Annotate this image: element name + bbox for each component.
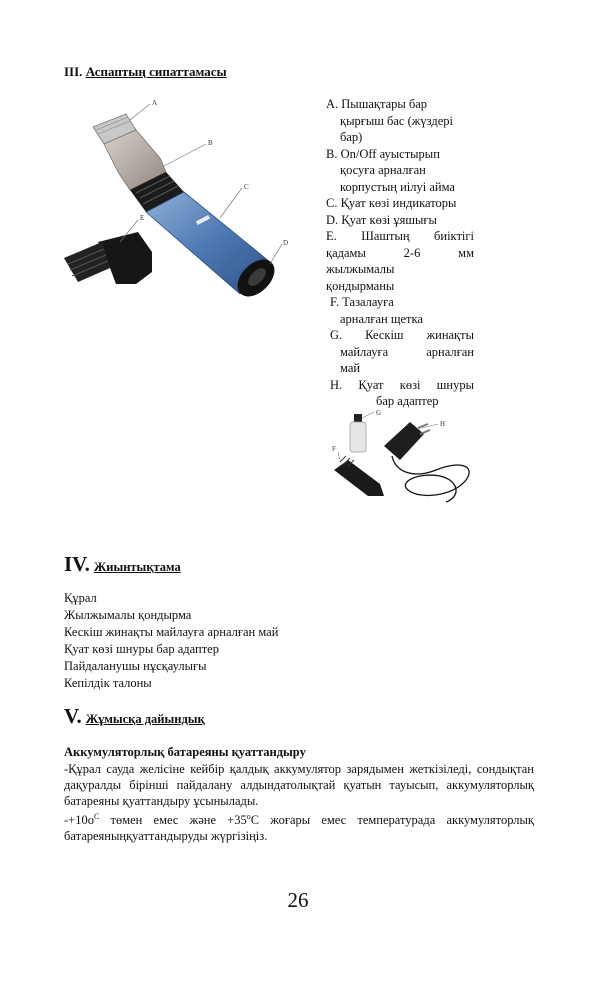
section-3-heading (64, 64, 227, 80)
callout-a: A (152, 99, 158, 107)
battery-paragraph-1: -Құрал сауда желісіне кейбір қалдық аккумулятор зарядымен жеткізіледі, сондықтан дақуралды бірінші пайдалану алдындатолықтай қуатын тауысып, аккумуляторлық батареяны қуаттандыру ұсынылады. (64, 762, 534, 808)
callout-b: B (208, 139, 213, 147)
part-f-line1: F. Тазалауға (330, 295, 394, 309)
part-g-line1: G. Кескіш жинақты (330, 328, 474, 342)
cleaning-brush (334, 456, 384, 496)
temp-sup-2: о (246, 812, 251, 821)
part-f-line2: арналған щетка (340, 311, 423, 326)
part-e-line4: қондырманы (326, 278, 395, 293)
callout-c: C (244, 183, 249, 191)
part-g-line2: майлауға арналған (340, 344, 474, 359)
temp-text-a: -+10о (64, 813, 94, 828)
kit-item: Кескіш жинақты майлауға арналған май (64, 625, 279, 639)
page-number: 26 (287, 888, 309, 912)
battery-paragraph-2 (64, 809, 534, 844)
kit-item: Құрал (64, 591, 97, 605)
part-h-line2: бар адаптер (376, 394, 439, 408)
part-e-line2: қадамы 2-6 мм (326, 245, 474, 260)
part-e-line3: жылжымалы (326, 262, 395, 276)
kit-item: Қуат көзі шнуры бар адаптер (64, 642, 219, 656)
section-3-number: III. (64, 64, 83, 79)
part-h-line1: H. Қуат көзі шнуры (330, 377, 474, 392)
callout-d: D (283, 239, 289, 247)
section-5-title: Жұмысқа дайындық (85, 712, 205, 726)
oil-bottle (350, 414, 366, 452)
part-b-line1: B. On/Off ауыстырып (326, 146, 440, 161)
callout-g: G (376, 409, 382, 417)
section-4-title: Жиынтықтама (93, 560, 181, 574)
part-e-line1: E. Шаштың биіктігі (326, 229, 474, 243)
section-5-number: V. (64, 704, 82, 728)
temp-text-b: төмен емес және +35 (99, 813, 247, 828)
parts-list (326, 96, 474, 410)
battery-heading: Аккумуляторлық батареяны қуаттандыру (64, 745, 306, 759)
callout-e: E (140, 214, 145, 222)
comb-attachment (64, 232, 152, 284)
trimmer-illustration (60, 92, 300, 312)
part-a-line3: бар) (340, 130, 363, 144)
power-adapter (384, 422, 469, 502)
callout-f: F (332, 445, 336, 453)
kit-item: Жылжымалы қондырма (64, 608, 192, 622)
accessories-illustration (326, 404, 486, 512)
part-c: C. Қуат көзі индикаторы (326, 196, 457, 210)
section-4-heading (64, 552, 181, 577)
part-b-line2: қосуға арналған (340, 163, 426, 177)
callout-h: H (440, 420, 446, 428)
kit-item: Пайдаланушы нұсқаулығы (64, 659, 207, 673)
part-a-line1: A. Пышақтары бар (326, 97, 428, 111)
kit-item: Кепілдік талоны (64, 676, 152, 690)
part-g-line3: май (340, 361, 361, 375)
part-a-line2: қырғыш бас (жүздері (340, 113, 453, 128)
kit-list (64, 590, 278, 692)
part-b-line3: корпустың иілуі айма (340, 179, 455, 194)
temp-sup-1: С (93, 812, 100, 821)
section-4-number: IV. (64, 552, 90, 576)
section-3-title: Аспаптың сипаттамасы (85, 64, 227, 79)
temp-text-c: С жоғары емес температурада аккумуляторлық батареяныңқуаттандыруды жүргізіңіз. (64, 813, 534, 844)
section-5-heading (64, 704, 205, 729)
part-d: D. Қуат көзі ұяшығы (326, 212, 437, 227)
